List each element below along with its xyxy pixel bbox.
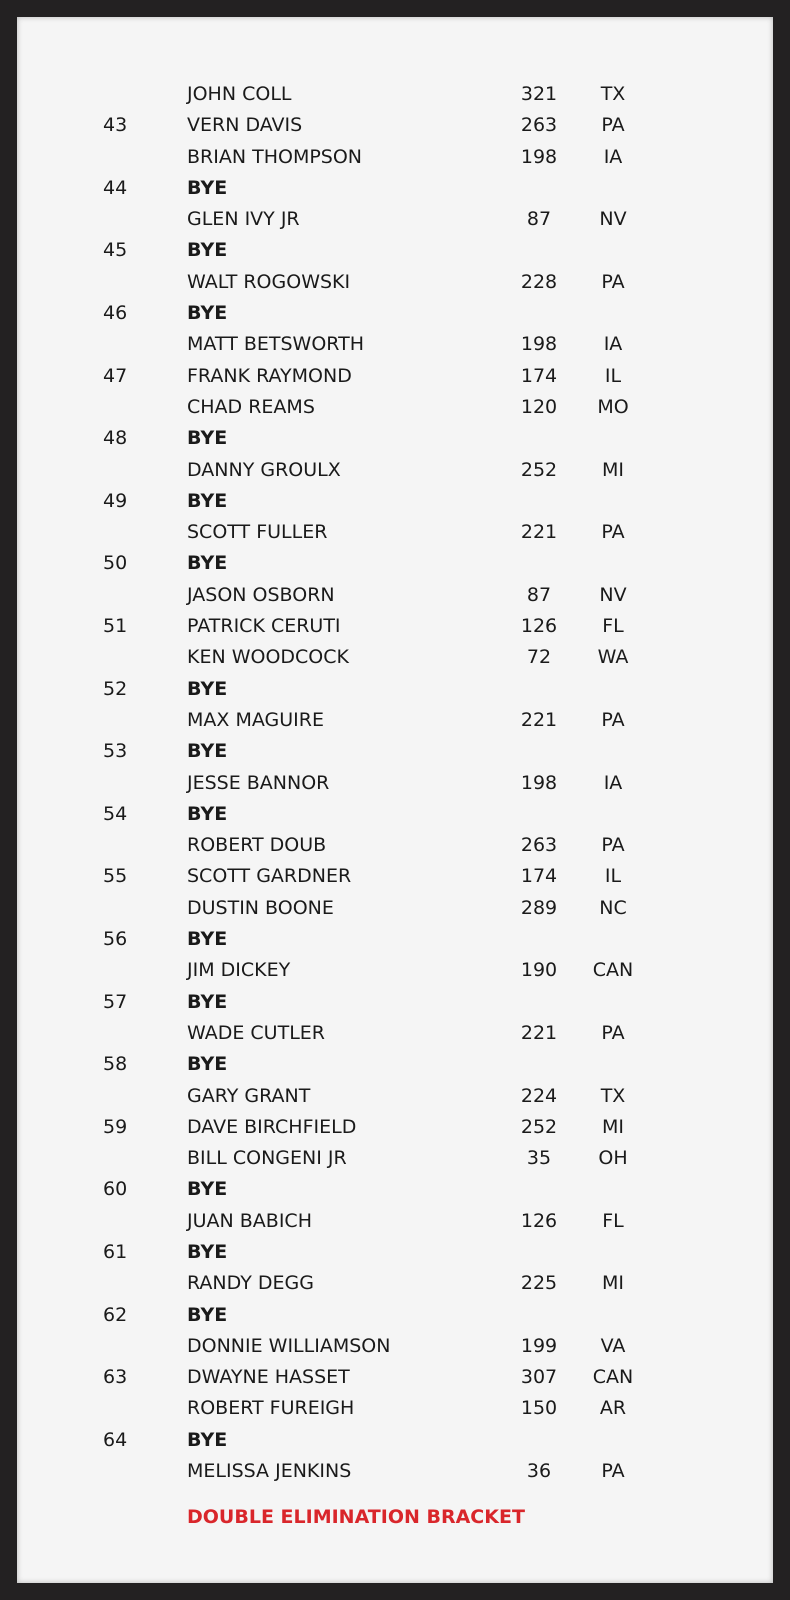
player-state: TX bbox=[600, 1084, 626, 1107]
bracket-row bbox=[17, 1018, 773, 1049]
player-state: IL bbox=[604, 364, 622, 387]
player-name: PATRICK CERUTI bbox=[187, 615, 341, 638]
player-rating: 198 bbox=[520, 771, 558, 794]
player-state: PA bbox=[601, 1460, 625, 1483]
player-rating: 35 bbox=[526, 1147, 552, 1170]
player-name: WALT ROGOWSKI bbox=[187, 270, 351, 293]
bracket-row bbox=[17, 580, 773, 611]
bracket-row bbox=[17, 423, 773, 454]
bracket-list bbox=[17, 79, 773, 1487]
player-state: PA bbox=[601, 270, 625, 293]
bracket-row bbox=[17, 517, 773, 548]
match-number: 54 bbox=[103, 802, 128, 825]
bracket-row bbox=[17, 799, 773, 830]
player-rating: 225 bbox=[520, 1272, 558, 1295]
player-name: JUAN BABICH bbox=[187, 1209, 312, 1232]
player-state: PA bbox=[601, 114, 625, 137]
player-rating: 307 bbox=[520, 1366, 558, 1389]
match-number: 45 bbox=[103, 239, 128, 262]
bracket-sheet bbox=[17, 17, 773, 1583]
player-state: WA bbox=[597, 646, 629, 669]
player-name: JIM DICKEY bbox=[187, 959, 291, 982]
bye-label: BYE bbox=[187, 239, 228, 262]
bracket-row bbox=[17, 1206, 773, 1237]
bracket-row bbox=[17, 955, 773, 986]
player-name: DUSTIN BOONE bbox=[187, 896, 334, 919]
match-number: 61 bbox=[103, 1240, 128, 1263]
bye-label: BYE bbox=[187, 740, 228, 763]
player-name: FRANK RAYMOND bbox=[187, 364, 352, 387]
bracket-row bbox=[17, 110, 773, 141]
player-name: CHAD REAMS bbox=[187, 395, 315, 418]
bye-label: BYE bbox=[187, 302, 228, 325]
player-rating: 126 bbox=[520, 1209, 558, 1232]
player-rating: 221 bbox=[520, 1021, 558, 1044]
player-rating: 198 bbox=[520, 333, 558, 356]
bye-label: BYE bbox=[187, 990, 228, 1013]
bye-label: BYE bbox=[187, 677, 228, 700]
bracket-row bbox=[17, 1331, 773, 1362]
bracket-footer-title: DOUBLE ELIMINATION BRACKET bbox=[187, 1506, 525, 1528]
player-rating: 263 bbox=[520, 834, 558, 857]
match-number: 51 bbox=[103, 615, 128, 638]
match-number: 43 bbox=[103, 114, 128, 137]
bye-label: BYE bbox=[187, 489, 228, 512]
player-rating: 263 bbox=[520, 114, 558, 137]
player-state: PA bbox=[601, 708, 625, 731]
player-name: MATT BETSWORTH bbox=[187, 333, 364, 356]
player-state: OH bbox=[598, 1147, 628, 1170]
bracket-row bbox=[17, 173, 773, 204]
player-rating: 198 bbox=[520, 145, 558, 168]
bye-label: BYE bbox=[187, 1053, 228, 1076]
player-name: SCOTT FULLER bbox=[187, 521, 328, 544]
player-rating: 36 bbox=[526, 1460, 552, 1483]
bracket-row bbox=[17, 1143, 773, 1174]
player-state: NC bbox=[599, 896, 627, 919]
bracket-row bbox=[17, 924, 773, 955]
bracket-row bbox=[17, 1300, 773, 1331]
player-state: PA bbox=[601, 1021, 625, 1044]
player-rating: 252 bbox=[520, 458, 558, 481]
player-rating: 72 bbox=[526, 646, 552, 669]
match-number: 53 bbox=[103, 740, 128, 763]
bracket-row bbox=[17, 1112, 773, 1143]
bracket-row bbox=[17, 705, 773, 736]
bracket-row bbox=[17, 486, 773, 517]
bye-label: BYE bbox=[187, 1240, 228, 1263]
player-state: MI bbox=[602, 1272, 624, 1295]
player-state: IA bbox=[603, 145, 623, 168]
player-state: MO bbox=[597, 395, 629, 418]
match-number: 52 bbox=[103, 677, 128, 700]
bracket-row bbox=[17, 1362, 773, 1393]
bracket-row bbox=[17, 987, 773, 1018]
player-state: NV bbox=[599, 208, 627, 231]
player-rating: 221 bbox=[520, 521, 558, 544]
match-number: 47 bbox=[103, 364, 128, 387]
player-rating: 252 bbox=[520, 1115, 558, 1138]
bracket-row bbox=[17, 298, 773, 329]
player-name: ROBERT FUREIGH bbox=[187, 1397, 355, 1420]
match-number: 57 bbox=[103, 990, 128, 1013]
bracket-row bbox=[17, 235, 773, 266]
bye-label: BYE bbox=[187, 1303, 228, 1326]
bracket-row bbox=[17, 204, 773, 235]
bracket-row bbox=[17, 1174, 773, 1205]
player-name: SCOTT GARDNER bbox=[187, 865, 352, 888]
match-number: 62 bbox=[103, 1303, 128, 1326]
bracket-row bbox=[17, 861, 773, 892]
player-name: VERN DAVIS bbox=[187, 114, 303, 137]
bye-label: BYE bbox=[187, 552, 228, 575]
bye-label: BYE bbox=[187, 176, 228, 199]
player-name: BILL CONGENI JR bbox=[187, 1147, 347, 1170]
player-rating: 174 bbox=[520, 364, 558, 387]
player-state: VA bbox=[600, 1334, 626, 1357]
bracket-row bbox=[17, 611, 773, 642]
player-state: IL bbox=[604, 865, 622, 888]
match-number: 44 bbox=[103, 176, 128, 199]
player-state: PA bbox=[601, 521, 625, 544]
bracket-row bbox=[17, 642, 773, 673]
bracket-row bbox=[17, 392, 773, 423]
player-name: GARY GRANT bbox=[187, 1084, 311, 1107]
player-name: JASON OSBORN bbox=[187, 583, 335, 606]
player-name: ROBERT DOUB bbox=[187, 834, 327, 857]
bracket-row bbox=[17, 893, 773, 924]
match-number: 60 bbox=[103, 1178, 128, 1201]
player-name: MAX MAGUIRE bbox=[187, 708, 324, 731]
bracket-row bbox=[17, 674, 773, 705]
bracket-row bbox=[17, 361, 773, 392]
player-state: CAN bbox=[592, 959, 634, 982]
player-rating: 87 bbox=[526, 208, 552, 231]
bracket-row bbox=[17, 1268, 773, 1299]
bye-label: BYE bbox=[187, 1178, 228, 1201]
bracket-row bbox=[17, 768, 773, 799]
match-number: 48 bbox=[103, 427, 128, 450]
player-state: MI bbox=[602, 458, 624, 481]
player-rating: 190 bbox=[520, 959, 558, 982]
player-name: BRIAN THOMPSON bbox=[187, 145, 363, 168]
bracket-row bbox=[17, 830, 773, 861]
player-state: NV bbox=[599, 583, 627, 606]
player-rating: 228 bbox=[520, 270, 558, 293]
bye-label: BYE bbox=[187, 802, 228, 825]
player-rating: 224 bbox=[520, 1084, 558, 1107]
bracket-row bbox=[17, 455, 773, 486]
player-state: MI bbox=[602, 1115, 624, 1138]
player-rating: 126 bbox=[520, 615, 558, 638]
player-rating: 221 bbox=[520, 708, 558, 731]
player-state: IA bbox=[603, 771, 623, 794]
match-number: 58 bbox=[103, 1053, 128, 1076]
player-rating: 150 bbox=[520, 1397, 558, 1420]
player-state: FL bbox=[602, 1209, 624, 1232]
player-state: CAN bbox=[592, 1366, 634, 1389]
player-state: AR bbox=[599, 1397, 627, 1420]
player-name: KEN WOODCOCK bbox=[187, 646, 349, 669]
bracket-row bbox=[17, 736, 773, 767]
match-number: 49 bbox=[103, 489, 128, 512]
player-name: JOHN COLL bbox=[187, 83, 292, 105]
player-rating: 199 bbox=[520, 1334, 558, 1357]
match-number: 64 bbox=[103, 1428, 128, 1451]
bracket-row bbox=[17, 79, 773, 110]
player-rating: 321 bbox=[520, 83, 558, 105]
player-name: DAVE BIRCHFIELD bbox=[187, 1115, 357, 1138]
match-number: 50 bbox=[103, 552, 128, 575]
player-name: MELISSA JENKINS bbox=[187, 1460, 352, 1483]
player-name: JESSE BANNOR bbox=[187, 771, 330, 794]
bracket-row bbox=[17, 1049, 773, 1080]
bracket-row bbox=[17, 1237, 773, 1268]
player-name: RANDY DEGG bbox=[187, 1272, 314, 1295]
player-rating: 120 bbox=[520, 395, 558, 418]
player-name: DANNY GROULX bbox=[187, 458, 341, 481]
player-name: DWAYNE HASSET bbox=[187, 1366, 350, 1389]
bracket-row bbox=[17, 329, 773, 360]
bracket-row bbox=[17, 1456, 773, 1487]
bracket-row bbox=[17, 267, 773, 298]
player-name: GLEN IVY JR bbox=[187, 208, 300, 231]
bye-label: BYE bbox=[187, 928, 228, 951]
match-number: 46 bbox=[103, 302, 128, 325]
player-state: IA bbox=[603, 333, 623, 356]
match-number: 56 bbox=[103, 928, 128, 951]
bye-label: BYE bbox=[187, 427, 228, 450]
player-state: FL bbox=[602, 615, 624, 638]
match-number: 55 bbox=[103, 865, 128, 888]
player-rating: 174 bbox=[520, 865, 558, 888]
bracket-row bbox=[17, 142, 773, 173]
bracket-row bbox=[17, 548, 773, 579]
player-state: TX bbox=[600, 83, 626, 105]
bracket-row bbox=[17, 1393, 773, 1424]
bracket-row bbox=[17, 1081, 773, 1112]
match-number: 63 bbox=[103, 1366, 128, 1389]
match-number: 59 bbox=[103, 1115, 128, 1138]
bracket-row bbox=[17, 1425, 773, 1456]
player-name: DONNIE WILLIAMSON bbox=[187, 1334, 391, 1357]
player-name: WADE CUTLER bbox=[187, 1021, 325, 1044]
player-rating: 289 bbox=[520, 896, 558, 919]
player-rating: 87 bbox=[526, 583, 552, 606]
bye-label: BYE bbox=[187, 1428, 228, 1451]
player-state: PA bbox=[601, 834, 625, 857]
